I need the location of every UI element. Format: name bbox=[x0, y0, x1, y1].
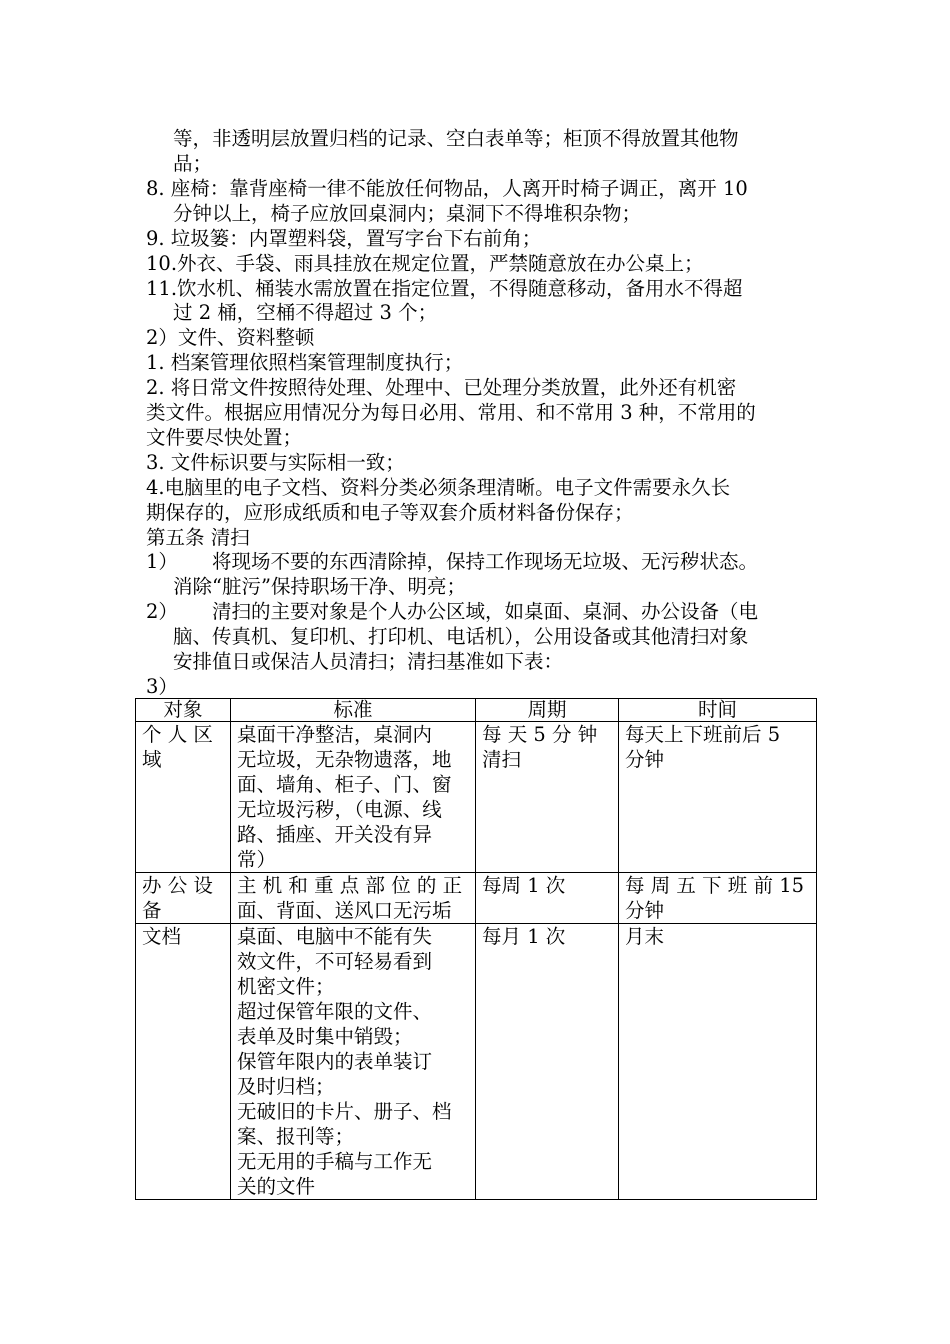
cell-cycle: 每月 1 次 bbox=[476, 924, 619, 1200]
header-standard: 标准 bbox=[231, 699, 476, 722]
header-cycle: 周期 bbox=[476, 699, 619, 722]
text-line: 安排值日或保洁人员清扫；清扫基准如下表： bbox=[173, 650, 564, 673]
text-line: 类文件。根据应用情况分为每日必用、常用、和不常用 3 种，不常用的 bbox=[146, 401, 756, 424]
table-row bbox=[136, 873, 817, 924]
text-line: 期保存的，应形成纸质和电子等双套介质材料备份保存； bbox=[146, 501, 634, 524]
list-number: 1） bbox=[146, 550, 178, 573]
cell-time: 月末 bbox=[619, 924, 817, 1200]
cell-time: 每 周 五 下 班 前 15 分钟 bbox=[619, 873, 817, 924]
cell-cycle: 每 天 5 分 钟 清扫 bbox=[476, 722, 619, 873]
text-line: 1. 档案管理依照档案管理制度执行； bbox=[146, 351, 464, 374]
article-heading: 第五条 清扫 bbox=[146, 526, 250, 549]
cell-standard: 桌面干净整洁，桌洞内 无垃圾，无杂物遗落，地 面、墙角、柜子、门、窗 无垃圾污秽，（电源、线 路、插座、开关没有异 常） bbox=[231, 722, 476, 873]
header-time: 时间 bbox=[619, 699, 817, 722]
text-line: 脑、传真机、复印机、打印机、电话机），公用设备或其他清扫对象 bbox=[173, 625, 749, 648]
table-row bbox=[136, 722, 817, 873]
text-line: 2. 将日常文件按照待处理、处理中、已处理分类放置，此外还有机密 bbox=[146, 376, 737, 399]
text-line: 品； bbox=[173, 152, 213, 175]
list-number: 3） bbox=[146, 675, 178, 698]
cell-standard: 桌面、电脑中不能有失 效文件，不可轻易看到 机密文件； 超过保管年限的文件、 表单及时集中销毁； 保管年限内的表单装订 及时归档； 无破旧的卡片、册子、档 案、报刊等； 无无用的手稿与工作无 关的文件 bbox=[231, 924, 476, 1200]
cell-standard: 主 机 和 重 点 部 位 的 正 面、背面、送风口无污垢 bbox=[231, 873, 476, 924]
table-header-row bbox=[136, 699, 817, 722]
cell-object: 文档 bbox=[136, 924, 231, 1200]
text-line: 清扫的主要对象是个人办公区域，如桌面、桌洞、办公设备（电 bbox=[212, 600, 759, 623]
cell-time: 每天上下班前后 5 分钟 bbox=[619, 722, 817, 873]
text-line: 4.电脑里的电子文档、资料分类必须条理清晰。电子文件需要永久长 bbox=[146, 476, 731, 499]
text-line: 8. 座椅：靠背座椅一律不能放任何物品，人离开时椅子调正，离开 10 bbox=[146, 177, 748, 200]
section-heading: 2）文件、资料整顿 bbox=[146, 326, 315, 349]
text-line: 过 2 桶，空桶不得超过 3 个； bbox=[173, 301, 438, 324]
text-line: 9. 垃圾篓：内罩塑料袋，置写字台下右前角； bbox=[146, 227, 542, 250]
text-line: 3. 文件标识要与实际相一致； bbox=[146, 451, 405, 474]
text-line: 分钟以上，椅子应放回桌洞内；桌洞下不得堆积杂物； bbox=[173, 202, 642, 225]
list-number: 2） bbox=[146, 600, 178, 623]
cell-object: 办 公 设 备 bbox=[136, 873, 231, 924]
text-line: 10.外衣、手袋、雨具挂放在规定位置，严禁随意放在办公桌上； bbox=[146, 252, 704, 275]
header-object: 对象 bbox=[136, 699, 231, 722]
cell-cycle: 每周 1 次 bbox=[476, 873, 619, 924]
text-line: 11.饮水机、桶装水需放置在指定位置，不得随意移动，备用水不得超 bbox=[146, 277, 743, 300]
cleaning-standard-table bbox=[135, 698, 817, 1200]
text-line: 文件要尽快处置； bbox=[146, 426, 303, 449]
text-line: 将现场不要的东西清除掉，保持工作现场无垃圾、无污秽状态。 bbox=[212, 550, 759, 573]
cell-object: 个 人 区 域 bbox=[136, 722, 231, 873]
text-line: 等，非透明层放置归档的记录、空白表单等；柜顶不得放置其他物 bbox=[173, 127, 739, 150]
table-row bbox=[136, 924, 817, 1200]
text-line: 消除“脏污”保持职场干净、明亮； bbox=[173, 575, 466, 598]
